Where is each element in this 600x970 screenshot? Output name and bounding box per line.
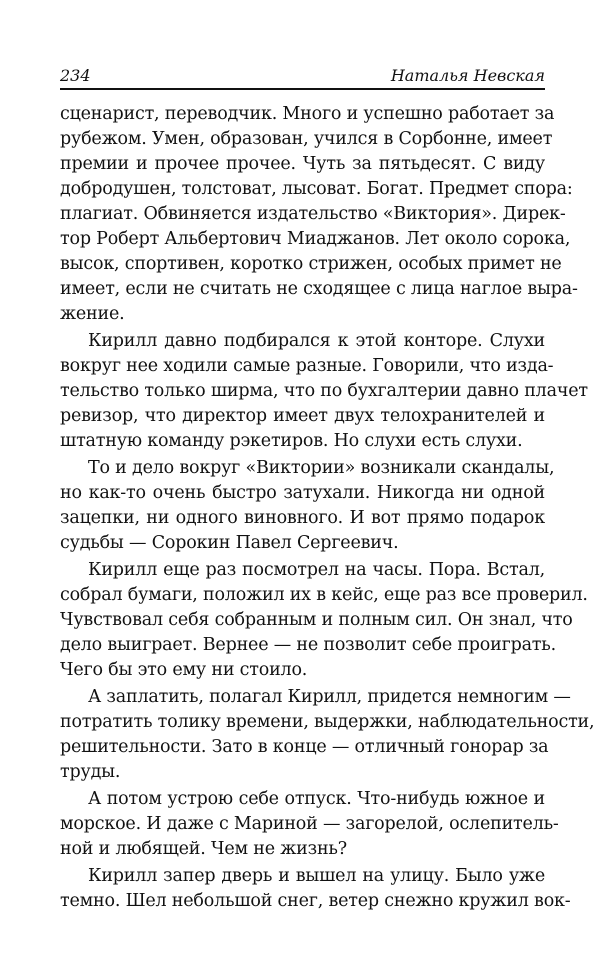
- text-line: Кирилл давно подбирался к этой конторе. Слухи: [88, 331, 545, 351]
- text-line: труды.: [60, 762, 121, 782]
- text-line: рубежом. Умен, образован, учился в Сорбонне, имеет: [60, 129, 553, 149]
- text-line: А заплатить, полагал Кирилл, придется немногим —: [88, 687, 571, 707]
- text-line: ревизор, что директор имеет двух телохранителей и: [60, 406, 545, 426]
- text-line: премии и прочее прочее. Чуть за пятьдесят. С виду: [60, 154, 545, 174]
- running-header: [60, 66, 545, 90]
- text-line: Чувствовал себя собранным и полным сил. Он знал, что: [60, 610, 573, 630]
- text-line: сценарист, переводчик. Много и успешно работает за: [60, 104, 555, 124]
- text-line: А потом устрою себе отпуск. Что-нибудь южное и: [88, 789, 545, 809]
- text-line: потратить толику времени, выдержки, наблюдательности,: [60, 712, 595, 732]
- paragraph: [60, 558, 588, 683]
- text-line: вокруг нее ходили самые разные. Говорили, что изда-: [60, 356, 554, 376]
- text-line: Чего бы это ему ни стоило.: [60, 660, 308, 680]
- text-line: Кирилл запер дверь и вышел на улицу. Было уже: [88, 866, 545, 886]
- text-line: имеет, если не считать не сходящее с лица наглое выра-: [60, 279, 578, 299]
- text-line: добродушен, толстоват, лысоват. Богат. Предмет спора:: [60, 179, 573, 199]
- text-line: но как-то очень быстро затухали. Никогда ни одной: [60, 483, 545, 503]
- page-number: 234: [60, 66, 91, 85]
- body-text: [60, 102, 595, 916]
- text-line: собрал бумаги, положил их в кейс, еще раз все проверил.: [60, 585, 588, 605]
- text-line: плагиат. Обвиняется издательство «Виктория». Дирек-: [60, 204, 566, 224]
- running-header-author: Наталья Невская: [390, 66, 545, 85]
- paragraph: [60, 787, 559, 862]
- text-line: решительности. Зато в конце — отличный гонорар за: [60, 737, 549, 757]
- text-line: судьбы — Сорокин Павел Сергеевич.: [60, 533, 399, 553]
- text-line: зацепки, ни одного виновного. И вот прямо подарок: [60, 508, 545, 528]
- text-line: морское. И даже с Мариной — загорелой, ослепитель-: [60, 814, 559, 834]
- paragraph: [60, 685, 595, 785]
- paragraph: [60, 864, 571, 914]
- text-line: дело выиграет. Вернее — не позволит себе проиграть.: [60, 635, 556, 655]
- text-line: То и дело вокруг «Виктории» возникали скандалы,: [88, 458, 555, 478]
- text-line: ной и любящей. Чем не жизнь?: [60, 839, 347, 859]
- text-line: Кирилл еще раз посмотрел на часы. Пора. Встал,: [88, 560, 545, 580]
- text-line: тор Роберт Альбертович Миаджанов. Лет около сорока,: [60, 229, 571, 249]
- text-line: тельство только ширма, что по бухгалтерии давно плачет: [60, 381, 588, 401]
- text-line: штатную команду рэкетиров. Но слухи есть слухи.: [60, 431, 523, 451]
- paragraph: [60, 456, 555, 556]
- text-line: темно. Шел небольшой снег, ветер снежно кружил вок-: [60, 891, 571, 911]
- text-line: высок, спортивен, коротко стрижен, особых примет не: [60, 254, 562, 274]
- paragraph: [60, 329, 588, 454]
- text-line: жение.: [60, 304, 125, 324]
- paragraph: [60, 102, 578, 327]
